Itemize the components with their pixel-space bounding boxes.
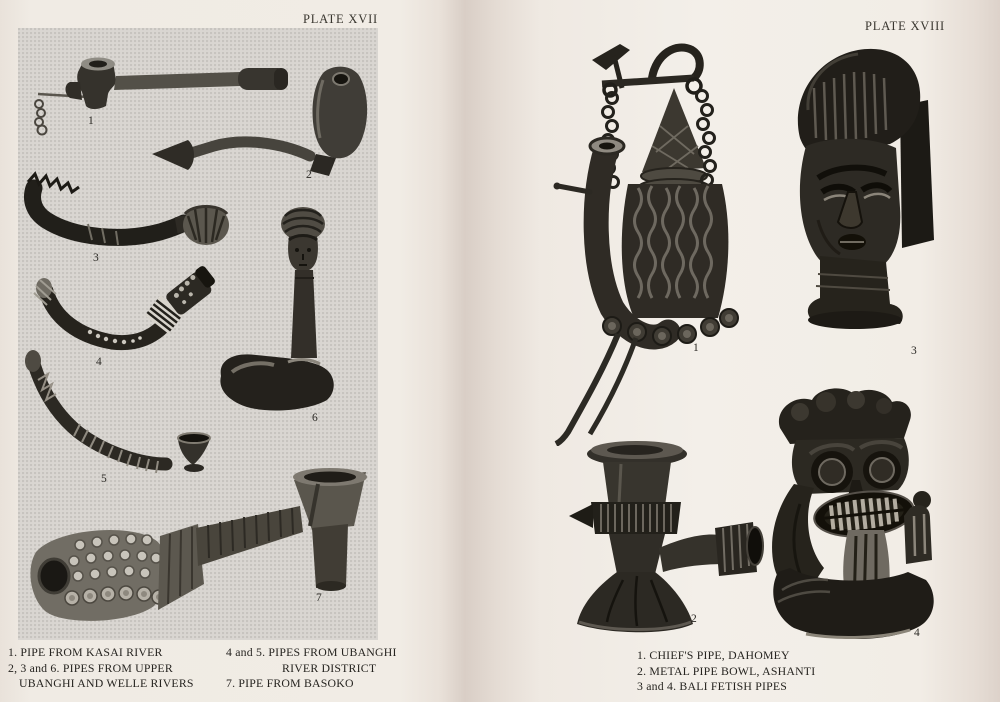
chiefs-pipe-figure: [554, 44, 739, 444]
figure-number-right-1: 1: [693, 342, 699, 354]
bali-head-pipe-photo: [788, 40, 940, 352]
carved-head-figure: [798, 49, 934, 329]
pipes-plate-photo: [18, 28, 378, 640]
caption-line: RIVER DISTRICT: [282, 660, 377, 675]
pipe-figure-4: [34, 264, 220, 344]
pipe-figure-3: [28, 174, 229, 245]
bali-fetish-pipe-photo: [760, 384, 972, 646]
left-captions-column-1: [8, 645, 194, 692]
figure-number-left-3: 3: [93, 252, 99, 264]
right-plate-title: PLATE XVIII: [865, 19, 945, 33]
caption-line: 4 and 5. PIPES FROM UBANGHI: [226, 645, 397, 659]
left-photo-panel: [18, 28, 378, 640]
chiefs-pipe-photo: [548, 34, 766, 446]
figure-number-left-2: 2: [306, 169, 312, 181]
left-captions-column-2: [226, 645, 397, 692]
left-plate-title: PLATE XVII: [302, 12, 378, 26]
caption-line: UBANGHI AND WELLE RIVERS: [19, 676, 194, 690]
figure-number-left-6: 6: [312, 412, 318, 424]
caption-line: 2, 3 and 6. PIPES FROM UPPER: [8, 660, 173, 675]
figure-number-left-5: 5: [101, 473, 107, 485]
figure-number-left-4: 4: [96, 356, 102, 368]
chain-tassel: [622, 184, 729, 318]
caption-line: 2. METAL PIPE BOWL, ASHANTI: [637, 663, 816, 678]
caption-line: 7. PIPE FROM BASOKO: [226, 676, 354, 690]
figure-number-right-3: 3: [911, 345, 917, 357]
fetish-figure: [772, 388, 934, 639]
figure-number-right-4: 4: [914, 627, 920, 639]
pipe-stem: [196, 506, 303, 566]
pipe-figure-5: [25, 350, 210, 473]
caption-line: 3 and 4. BALI FETISH PIPES: [637, 679, 788, 693]
metal-bowl-figure: [569, 441, 763, 632]
pipe-stem: [114, 72, 240, 90]
figure-number-right-2: 2: [691, 613, 697, 625]
pipe-figure-1: [35, 58, 288, 135]
right-captions: [637, 648, 815, 695]
pipe-figure-6: [220, 207, 333, 411]
figure-number-left-1: 1: [88, 115, 94, 127]
small-figure: [904, 505, 932, 564]
pipe-stem: [188, 142, 310, 156]
metal-pipe-bowl-photo: [563, 434, 767, 636]
figure-number-left-7: 7: [316, 592, 322, 604]
caption-line: 1. PIPE FROM KASAI RIVER: [8, 645, 163, 659]
caption-line: 1. CHIEF'S PIPE, DAHOMEY: [637, 648, 790, 662]
